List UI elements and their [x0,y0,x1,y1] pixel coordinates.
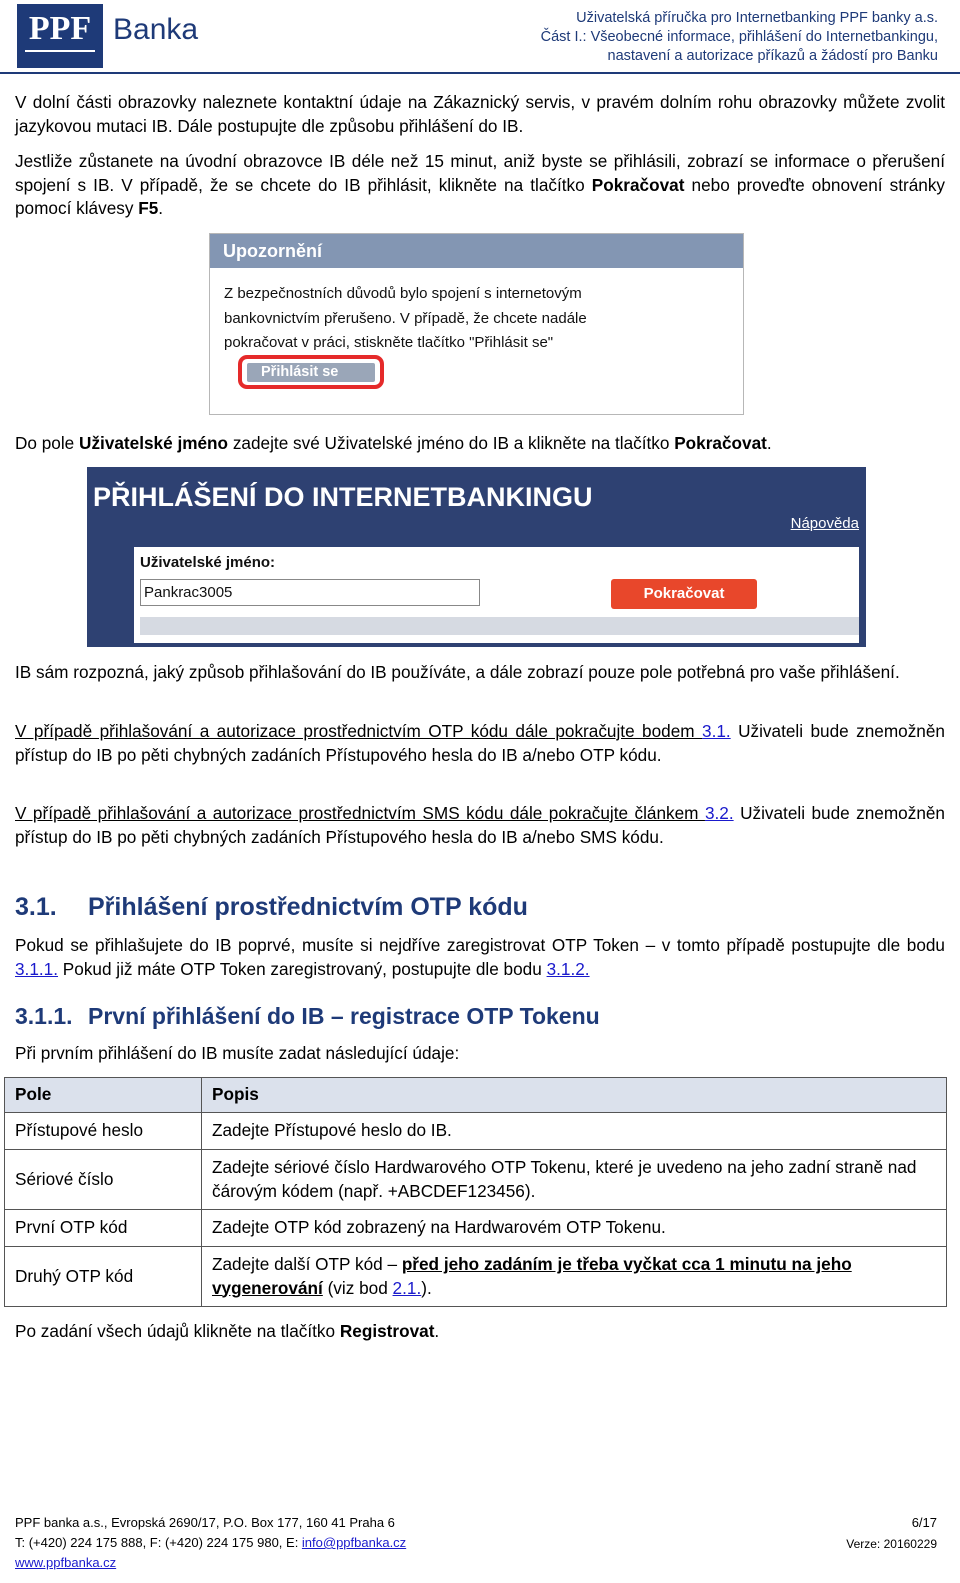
login-title: PŘIHLÁŠENÍ DO INTERNETBANKINGU [93,482,593,512]
text: . [434,1321,440,1341]
text: . [158,198,164,218]
header-description: Popis [202,1078,947,1113]
row-field: První OTP kód [5,1210,202,1247]
brand-name: Banka [113,13,199,46]
paragraph-session-timeout [15,150,945,221]
row-field: Sériové číslo [5,1150,202,1210]
doc-title-line2: Část I.: Všeobecné informace, přihlášení do Internetbankingu, [540,29,938,45]
text: . [766,433,772,453]
row-description: Zadejte sériové číslo Hardwarového OTP Tokenu, které je uvedeno na jeho zadní straně nad čárovým kódem (např. +ABCDEF123456). [202,1150,947,1210]
highlight-ring [238,355,384,389]
footer-web[interactable]: www.ppfbanka.cz [15,1555,117,1570]
section-heading [15,891,528,923]
text: Pokud se přihlašujete do IB poprvé, musíte si nejdříve zaregistrovat OTP Token – v tomto případě postupujte dle bodu [15,935,945,955]
table-row [5,1210,947,1247]
text: Jestliže zůstanete na úvodní obrazovce IB déle než 15 minut, aniž byste se přihlásili, zobrazí se informace o přerušení spojení s IB. V případě, že se chcete do IB přihlásit, klikněte na tlačítko [15,151,945,195]
text: Do pole [15,433,80,453]
alert-line: pokračovat v práci, stiskněte tlačítko "Přihlásit se" [224,334,554,351]
paragraph-username [15,432,945,456]
row-description: Zadejte OTP kód zobrazený na Hardwarovém OTP Tokenu. [202,1210,947,1247]
alert-line: Z bezpečnostních důvodů bylo spojení s internetovým [224,285,582,302]
link-section-3-1[interactable]: 3.1. [702,721,731,741]
header-divider [0,72,960,74]
text: Uživateli bude znemožněn přístup do IB po pěti chybných zadáních Přístupového hesla do IB a/nebo OTP kódu. [15,721,945,765]
link-section-3-2[interactable]: 3.2. [704,803,734,823]
row-field: Druhý OTP kód [5,1247,202,1307]
login-form [134,547,859,643]
section-title: Přihlášení prostřednictvím OTP kódu [88,893,528,921]
footer-contacts [15,1533,937,1553]
email-link[interactable]: info@ppfbanka.cz [301,1535,407,1550]
row-description: Zadejte Přístupové heslo do IB. [202,1113,947,1150]
text: Zadejte další OTP kód – [212,1254,402,1274]
subsection-heading [15,1001,600,1031]
username-input[interactable]: Pankrac3005 [140,579,480,606]
login-screenshot [87,467,866,647]
text: (viz bod [322,1277,393,1298]
username-label: Uživatelské jméno: [140,554,276,571]
logo-underline [25,50,95,52]
doc-title-line3: nastavení a autorizace příkazů a žádostí pro Banku [607,48,938,64]
bold-continue: Pokračovat [591,174,685,195]
paragraph-otp-route [15,720,945,767]
row-field: Přístupové heslo [5,1113,202,1150]
bold-continue: Pokračovat [674,433,767,453]
table-row [5,1247,947,1307]
document-title [541,9,938,66]
subsection-number: 3.1.1. [15,1003,73,1029]
paragraph-auto-detect: IB sám rozpozná, jaký způsob přihlašování do IB používáte, a dále zobrazí pouze pole potřebná pro vaše přihlášení. [15,662,900,682]
paragraph-contact-info: V dolní části obrazovky naleznete kontaktní údaje na Zákaznický servis, v pravém dolním rohu obrazovky můžete zvolit jazykovou mutaci IB. Dále postupujte dle způsobu přihlášení do IB. [15,92,945,136]
form-footer-strip [140,617,859,635]
bold-register: Registrovat [339,1321,435,1341]
paragraph-required-fields: Při prvním přihlášení do IB musíte zadat následující údaje: [15,1043,460,1063]
bold-username: Uživatelské jméno [79,433,229,453]
text: zadejte své Uživatelské jméno do IB a klikněte na tlačítko [228,433,675,453]
text: nebo proveďte obnovení stránky pomocí klávesy [15,174,946,218]
text: ). [421,1277,432,1298]
alert-message [210,268,743,356]
alert-line: bankovnictvím přerušeno. V případě, že chcete nadále [224,309,587,327]
page-header [0,0,960,72]
footer-address: PPF banka a.s., Evropská 2690/17, P.O. Box 177, 160 41 Praha 6 [15,1515,395,1530]
text: Po zadání všech údajů klikněte na tlačítko [15,1321,340,1341]
fields-table [4,1077,947,1307]
page-number: 6/17 [911,1515,937,1530]
link-section-3-1-1[interactable]: 3.1.1. [15,958,59,979]
underlined-text: V případě přihlašování a autorizace prostřednictvím SMS kódu dále pokračujte článkem [15,803,705,823]
paragraph-sms-route [15,802,945,849]
page-footer [15,1513,937,1573]
login-again-button[interactable]: Přihlásit se [247,363,375,382]
row-description [202,1247,947,1307]
subsection-title: První přihlášení do IB – registrace OTP Tokenu [88,1003,600,1029]
text: T: (+420) 224 175 888, F: (+420) 224 175 980, E: [15,1535,302,1550]
logo-text: PPF [28,10,92,47]
continue-button[interactable]: Pokračovat [611,579,757,609]
bold-warning: před jeho zadáním je třeba vyčkat cca 1 minutu na jeho vygenerování [212,1254,852,1298]
header-field: Pole [5,1078,202,1113]
table-header-row [5,1078,947,1113]
text: Uživateli bude znemožněn přístup do IB po pěti chybných zadáních Přístupového hesla do IB a/nebo SMS kódu. [15,803,945,847]
paragraph-register [15,1320,945,1344]
document-version: Verze: 20160229 [846,1537,937,1551]
text: Pokud již máte OTP Token zaregistrovaný, postupujte dle bodu [58,958,547,979]
underlined-text: V případě přihlašování a autorizace prostřednictvím OTP kódu dále pokračujte bodem [15,721,703,741]
session-alert-screenshot [209,233,744,415]
paragraph-otp-register [15,934,945,981]
table-row [5,1150,947,1210]
link-section-2-1[interactable]: 2.1. [392,1277,422,1298]
table-row [5,1113,947,1150]
doc-title-line1: Uživatelská příručka pro Internetbanking PPF banky a.s. [576,10,938,26]
alert-title: Upozornění [210,234,743,268]
bold-f5: F5 [138,198,159,218]
section-number: 3.1. [15,893,57,921]
help-link[interactable]: Nápověda [790,515,859,532]
ppf-logo [17,4,103,68]
link-section-3-1-2[interactable]: 3.1.2. [546,958,590,979]
